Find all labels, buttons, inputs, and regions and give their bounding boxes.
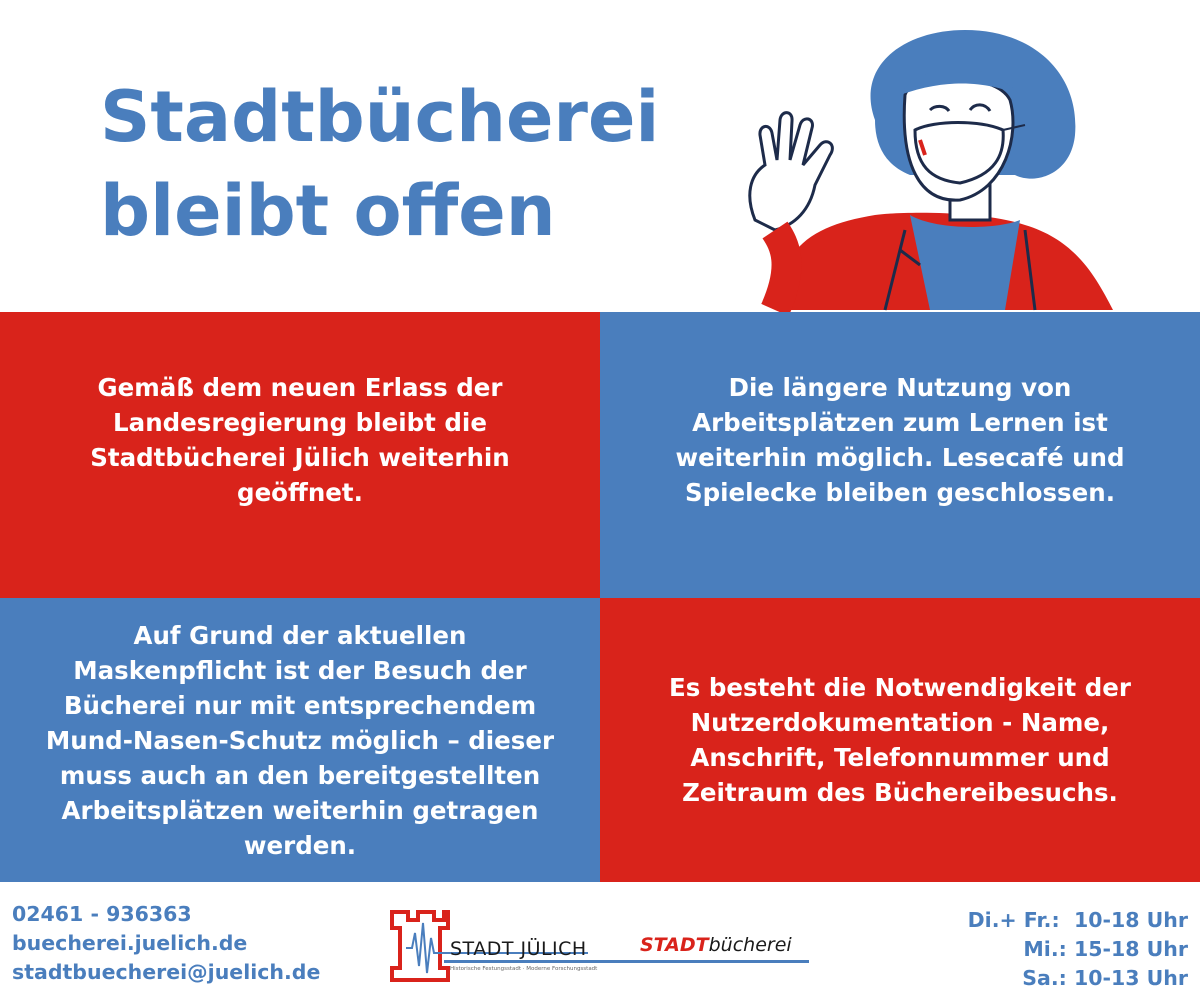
phone-number: 02461 - 936363 xyxy=(12,902,192,926)
title-line-2: bleibt offen xyxy=(100,170,556,252)
city-logo-text: STADT JÜLICH xyxy=(450,938,587,960)
panel-text-documentation: Es besteht die Notwendigkeit der Nutzerdokumentation - Name, Anschrift, Telefonnummer und Zeitraum des Büchereibesuchs. xyxy=(668,673,1132,807)
city-logo-subtitle: Historische Festungsstadt · Moderne Forschungsstadt xyxy=(450,966,598,972)
panel-text-workspaces: Die längere Nutzung von Arbeitsplätzen zum Lernen ist weiterhin möglich. Lesecafé und Spielecke bleiben geschlossen. xyxy=(675,373,1125,507)
info-panel-masks xyxy=(0,598,600,882)
opening-hours xyxy=(968,906,1188,993)
library-logo-stadt: STADT xyxy=(640,934,709,956)
info-panel-documentation xyxy=(600,598,1200,882)
library-logo-buecherei: bücherei xyxy=(708,934,792,956)
logo-divider-line xyxy=(444,960,809,963)
contact-info xyxy=(12,900,320,987)
email-link[interactable]: stadtbuecherei@juelich.de xyxy=(12,960,321,984)
library-logo xyxy=(640,934,792,956)
panel-text-regulation: Gemäß dem neuen Erlass der Landesregierung bleibt die Stadtbücherei Jülich weiterhin geöffnet. xyxy=(90,373,510,507)
info-panel-workspaces xyxy=(600,312,1200,598)
hours-sat: Sa.: 10-13 Uhr xyxy=(1022,966,1188,990)
title-line-1: Stadtbücherei xyxy=(100,76,660,158)
info-panel-regulation xyxy=(0,312,600,598)
hours-tue-fri: Di.+ Fr.: 10-18 Uhr xyxy=(967,908,1188,932)
hours-wed: Mi.: 15-18 Uhr xyxy=(1023,937,1188,961)
masked-woman-illustration xyxy=(735,25,1125,315)
page-title xyxy=(100,70,720,258)
website-link[interactable]: buecherei.juelich.de xyxy=(12,931,248,955)
panel-text-masks: Auf Grund der aktuellen Maskenpflicht ist der Besuch der Bücherei nur mit entsprechendem Mund-Nasen-Schutz möglich – dieser muss auch an den bereitgestellten Arbeitsplätzen weiterhin getragen werden. xyxy=(45,620,555,860)
